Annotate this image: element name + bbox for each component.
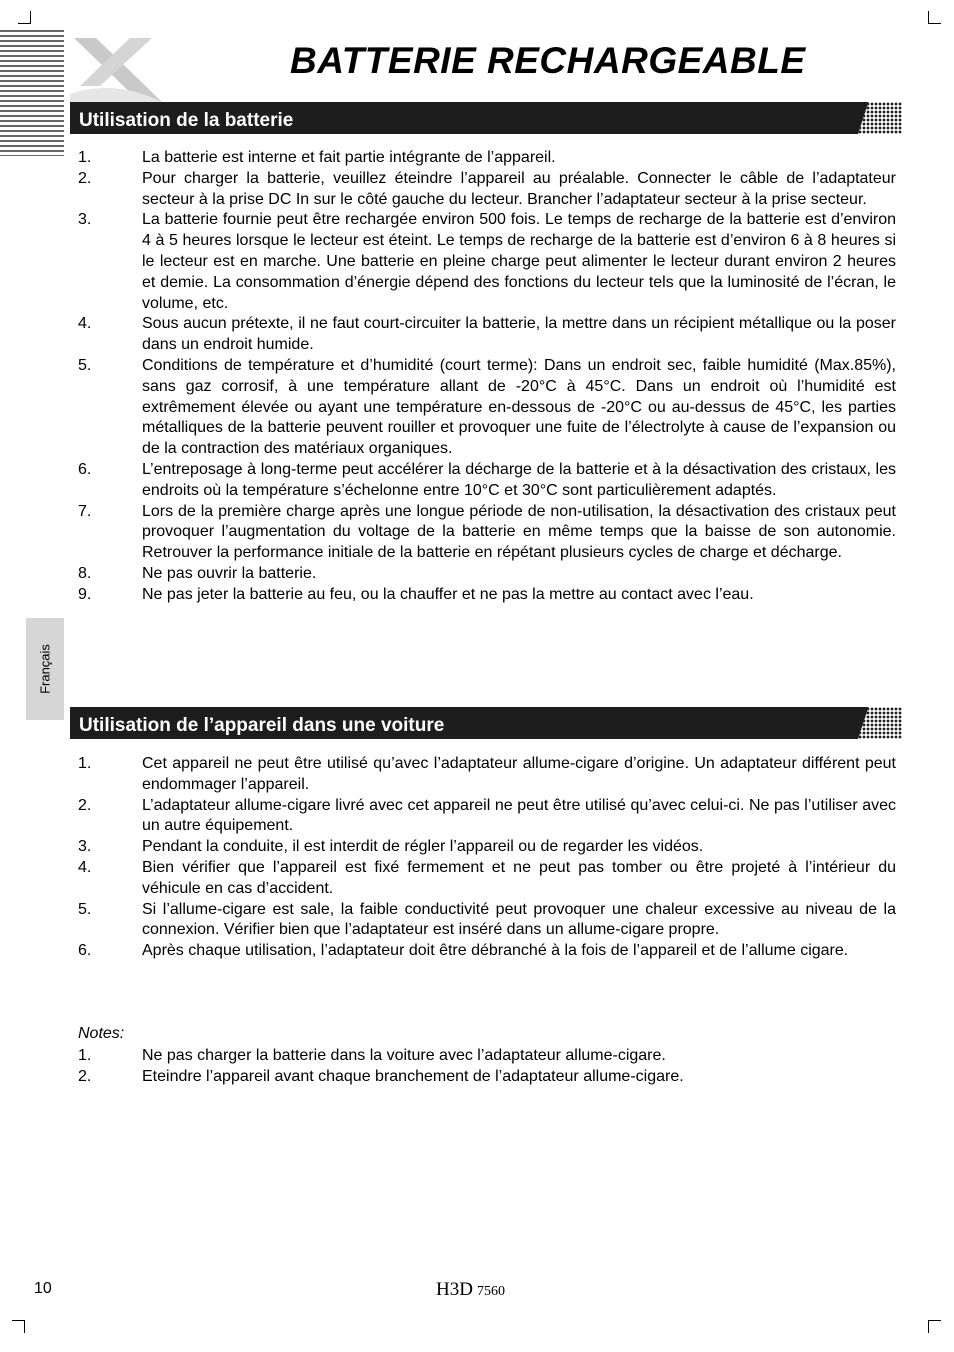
list-item (78, 900, 896, 942)
item-number: 5. (78, 356, 92, 374)
item-number: 3. (78, 838, 92, 856)
item-number: 5. (78, 900, 92, 918)
list-item (78, 754, 896, 796)
item-text: L’entreposage à long-terme peut accélérer la décharge de la batterie et à la désactivation des cristaux, les endroits où la température s’échelonne entre 10°C et 30°C sont particulièrement adaptés. (142, 460, 896, 499)
section-title: Utilisation de l’appareil dans une voiture (79, 715, 445, 736)
item-number: 8. (78, 564, 92, 582)
item-text: L’adaptateur allume-cigare livré avec cet appareil ne peut être utilisé qu’avec celui-ci. Ne pas l’utiliser avec un autre équipement. (142, 796, 896, 835)
item-number: 2. (78, 1067, 92, 1085)
item-number: 6. (78, 942, 92, 960)
list-item (78, 585, 896, 606)
item-text: La batterie est interne et fait partie intégrante de l’appareil. (142, 149, 556, 166)
item-text: Ne pas jeter la batterie au feu, ou la chauffer et ne pas la mettre au contact avec l’eau. (142, 585, 754, 603)
list-item (78, 169, 896, 211)
item-text: Conditions de température et d’humidité (court terme): Dans un endroit sec, faible humidité (Max.85%), sans gaz corrosif, à une température allant de -20°C à 45°C. Dans un endroit où l’humidité est extrêmement élevée ou ayant une température en-dessous de -20°C ou au-dessus de 45°C, les parties métalliques de la batterie peuvent rouiller et provoquer une fuite de l’électrolyte à cause de l’expansion ou de la contraction des matériaux organiques. (142, 356, 896, 458)
item-text: Si l’allume-cigare est sale, la faible conductivité peut provoquer une chaleur excessive au niveau de la connexion. Vérifier bien que l’adaptateur est inséré dans un allume-cigare propre. (142, 900, 896, 939)
model-name (436, 1279, 505, 1301)
item-number: 7. (78, 502, 92, 520)
crop-mark-top-right (928, 11, 941, 24)
crop-mark-top-left (18, 11, 31, 24)
header-stripes (0, 30, 64, 156)
section-header-battery (70, 102, 902, 134)
item-text: Ne pas charger la batterie dans la voiture avec l’adaptateur allume-cigare. (142, 1047, 666, 1064)
language-label: Français (37, 644, 53, 694)
item-number: 4. (78, 315, 92, 333)
dot-pattern (858, 102, 902, 134)
model-name-text: H3D (436, 1279, 473, 1300)
model-number: 7560 (476, 1284, 505, 1299)
list-item (78, 564, 896, 585)
item-number: 9. (78, 585, 92, 603)
crop-mark-bottom-right (928, 1320, 941, 1333)
list-item (78, 314, 896, 356)
notes-list (78, 1046, 896, 1088)
item-number: 2. (78, 169, 92, 187)
item-text: Lors de la première charge après une longue période de non-utilisation, la désactivation des cristaux peut provoquer l’augmentation du voltage de la batterie en même temps que la baisse de son autonomie. Retrouver la performance initiale de la batterie en répétant plusieurs cycles de charge et décharge. (142, 502, 896, 562)
item-number: 2. (78, 796, 92, 814)
list-item (78, 210, 896, 314)
item-number: 4. (78, 858, 92, 876)
item-number: 1. (78, 149, 92, 166)
battery-list (78, 148, 896, 606)
list-item (78, 1067, 896, 1088)
list-item (78, 941, 896, 962)
section-header-car (70, 707, 902, 739)
list-item (78, 796, 896, 838)
list-item (78, 502, 896, 564)
section-title: Utilisation de la batterie (79, 110, 294, 131)
item-text: Ne pas ouvrir la batterie. (142, 564, 317, 582)
item-text: Après chaque utilisation, l’adaptateur doit être débranché à la fois de l’appareil et de l’allume cigare. (142, 942, 849, 960)
dot-pattern (858, 707, 902, 739)
list-item (78, 858, 896, 900)
item-text: Bien vérifier que l’appareil est fixé fermement et ne peut pas tomber ou être projeté à l’intérieur du véhicule en cas d’accident. (142, 858, 896, 897)
item-text: Sous aucun prétexte, il ne faut court-circuiter la batterie, la mettre dans un récipient métallique ou la poser dans un endroit humide. (142, 315, 896, 354)
item-number: 1. (78, 755, 92, 772)
item-number: 1. (78, 1047, 92, 1064)
item-text: Cet appareil ne peut être utilisé qu’avec l’adaptateur allume-cigare d’origine. Un adaptateur différent peut endommager l’appareil. (142, 755, 896, 793)
list-item (78, 356, 896, 460)
page-title: BATTERIE RECHARGEABLE (290, 40, 806, 81)
notes-heading: Notes: (78, 1025, 125, 1042)
list-item (78, 1046, 896, 1067)
language-tab (26, 618, 64, 720)
item-text: Eteindre l’appareil avant chaque branchement de l’adaptateur allume-cigare. (142, 1067, 684, 1085)
car-list (78, 754, 896, 962)
list-item (78, 460, 896, 502)
page-number: 10 (34, 1280, 52, 1297)
item-text: Pendant la conduite, il est interdit de régler l’appareil ou de regarder les vidéos. (142, 838, 704, 856)
item-text: La batterie fournie peut être rechargée environ 500 fois. Le temps de recharge de la batterie est d’environ 4 à 5 heures lorsque le lecteur est éteint. Le temps de recharge de la batterie est d’environ 6 à 8 heures si le lecteur est en marche. Une batterie en pleine charge peut alimenter le lecteur durant environ 2 heures et demie. La consommation d’énergie dépend des fonctions du lecteur tels que la luminosité de l’écran, le volume, etc. (142, 211, 896, 312)
list-item (78, 148, 896, 169)
crop-mark-bottom-left (12, 1320, 25, 1333)
list-item (78, 837, 896, 858)
item-number: 3. (78, 211, 92, 229)
item-text: Pour charger la batterie, veuillez éteindre l’appareil au préalable. Connecter le câble de l’adaptateur secteur à la prise DC In sur le côté gauche du lecteur. Brancher l’adaptateur secteur à la prise secteur. (142, 169, 896, 208)
item-number: 6. (78, 460, 92, 478)
x-logo-icon (66, 34, 176, 106)
